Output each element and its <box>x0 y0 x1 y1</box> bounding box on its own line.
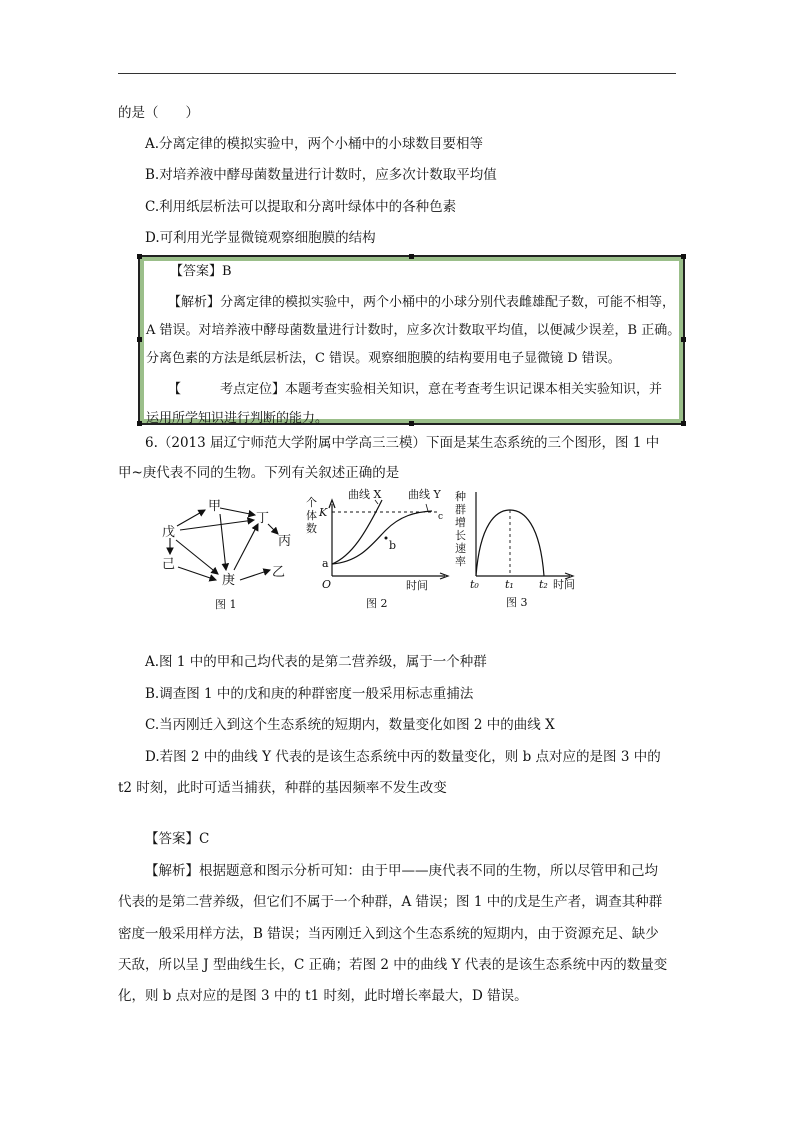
q6-option-c: C.当丙刚迁入到这个生态系统的短期内，数量变化如图 2 中的曲线 X <box>145 717 555 733</box>
fig2-point-b <box>385 537 388 540</box>
figure-3 <box>452 484 592 612</box>
figure-2 <box>300 486 460 612</box>
q5-analysis-line: 【解析】分离定律的模拟实验中，两个小桶中的小球分别代表雌雄配子数，可能不相等， <box>168 295 676 310</box>
fig2-ylabel-3: 数 <box>306 522 317 535</box>
fig3-t1: t₁ <box>505 578 514 591</box>
node-yi: 乙 <box>272 565 286 580</box>
figure-1 <box>150 492 310 612</box>
q5-analysis-line: A 错误。对培养液中酵母菌数量进行计数时，应多次计数取平均值，以便减少误差，B 正确。 <box>146 323 681 338</box>
q5-analysis-line: 【 考点定位】本题考查实验相关知识，意在考查考生识记课本相关实验知识，并 <box>168 382 663 397</box>
node-jia: 甲 <box>208 499 222 514</box>
q5-option-c: C.利用纸层析法可以提取和分离叶绿体中的各种色素 <box>145 199 457 215</box>
fig3-ylabel-1: 种 <box>455 490 466 503</box>
food-web-arrow <box>180 520 254 530</box>
fig3-t0: t₀ <box>470 578 479 591</box>
fig2-point-c-label: c <box>438 512 444 522</box>
node-wu: 戊 <box>162 525 176 540</box>
q5-option-a: A.分离定律的模拟实验中，两个小桶中的小球数目要相等 <box>145 136 484 152</box>
resize-handle <box>137 254 142 259</box>
resize-handle <box>137 421 142 426</box>
fig3-ylabel-2: 群 <box>455 503 466 516</box>
fig2-curve-y-label: 曲线 Y <box>408 488 441 501</box>
resize-handle <box>409 254 414 259</box>
fig3-t2: t₂ <box>539 578 548 591</box>
fig3-caption: 图 3 <box>506 596 528 609</box>
fig2-curve-x-label: 曲线 X <box>348 488 382 501</box>
fig2-curve-x <box>332 500 382 564</box>
fig2-k-label: K <box>319 506 328 519</box>
q5-stem-end: 的是（ ） <box>118 105 199 121</box>
resize-handle <box>681 421 686 426</box>
header-rule <box>118 73 676 74</box>
food-web-arrow <box>240 570 270 580</box>
q5-analysis-line: 运用所学知识进行判断的能力。 <box>146 411 329 426</box>
food-web-arrow <box>220 508 255 515</box>
q6-analysis-line: 化，则 b 点对应的是图 3 中的 t1 时刻，此时增长率最大，D 错误。 <box>118 988 528 1004</box>
fig3-ylabel-3: 增 <box>455 516 466 529</box>
q6-stem-line: 6.（2013 届辽宁师范大学附属中学高三三模）下面是某生态系统的三个图形，图 1 中 <box>145 435 660 451</box>
node-ji: 己 <box>162 557 176 572</box>
food-web-arrow <box>234 524 258 570</box>
q5-option-b: B.对培养液中酵母菌数量进行计数时，应多次计数取平均值 <box>145 167 497 183</box>
fig2-curve-y <box>332 511 432 564</box>
q6-analysis-line: 天敌，所以呈 J 型曲线生长，C 正确；若图 2 中的曲线 Y 代表的是该生态系统中丙的数量变 <box>118 957 668 973</box>
fig2-point-b-label: b <box>389 539 397 552</box>
fig2-ylabel-1: 个 <box>306 496 317 509</box>
node-geng: 庚 <box>222 573 236 588</box>
q5-answer: 【答案】B <box>170 264 232 279</box>
food-web-arrow <box>178 567 216 580</box>
fig3-ylabel-6: 率 <box>455 555 466 568</box>
q6-option-a: A.图 1 中的甲和己均代表的是第二营养级，属于一个种群 <box>145 654 487 670</box>
node-ding: 丁 <box>256 511 270 526</box>
fig2-origin: O <box>322 578 332 591</box>
fig3-ylabel-5: 速 <box>455 542 466 555</box>
q6-analysis-line: 【解析】根据题意和图示分析可知：由于甲——庚代表不同的生物，所以尽管甲和己均 <box>145 863 658 879</box>
q5-analysis-line: 分离色素的方法是纸层析法，C 错误。观察细胞膜的结构要用电子显微镜 D 错误。 <box>146 351 621 366</box>
resize-handle <box>409 421 414 426</box>
q5-option-d: D.可利用光学显微镜观察细胞膜的结构 <box>145 230 376 246</box>
fig1-caption: 图 1 <box>215 598 237 611</box>
food-web-arrow <box>177 510 205 526</box>
fig2-caption: 图 2 <box>366 597 388 610</box>
food-web-arrow <box>220 514 226 570</box>
node-bing: 丙 <box>278 534 292 549</box>
fig3-ylabel-4: 长 <box>455 529 466 542</box>
q6-option-d: D.若图 2 中的曲线 Y 代表的是该生态系统中丙的数量变化，则 b 点对应的是图 3 中的 <box>145 749 661 765</box>
q6-analysis-line: 密度一般采用样方法，B 错误；当丙刚迁入到这个生态系统的短期内，由于资源充足、缺少 <box>118 926 659 942</box>
resize-handle <box>137 337 142 342</box>
q5-answer-box <box>138 255 685 425</box>
fig2-xlabel: 时间 <box>406 579 428 592</box>
q6-option-d-cont: t2 时刻，此时可适当捕获，种群的基因频率不发生改变 <box>118 780 447 796</box>
fig2-point-a-label: a <box>322 557 329 570</box>
fig3-xlabel: 时间 <box>553 578 575 591</box>
fig2-ylabel-2: 体 <box>306 509 317 522</box>
fig2-leader <box>426 504 428 511</box>
q6-option-b: B.调查图 1 中的戊和庚的种群密度一般采用标志重捕法 <box>145 686 474 702</box>
q6-answer: 【答案】C <box>145 831 210 847</box>
q6-analysis-line: 代表的是第二营养级，但它们不属于一个种群，A 错误；图 1 中的戊是生产者，调查其种群 <box>118 894 663 910</box>
resize-handle <box>681 254 686 259</box>
q6-stem-line: 甲~庚代表不同的生物。下列有关叙述正确的是 <box>118 465 400 481</box>
resize-handle <box>681 337 686 342</box>
food-web-arrow <box>268 524 278 534</box>
